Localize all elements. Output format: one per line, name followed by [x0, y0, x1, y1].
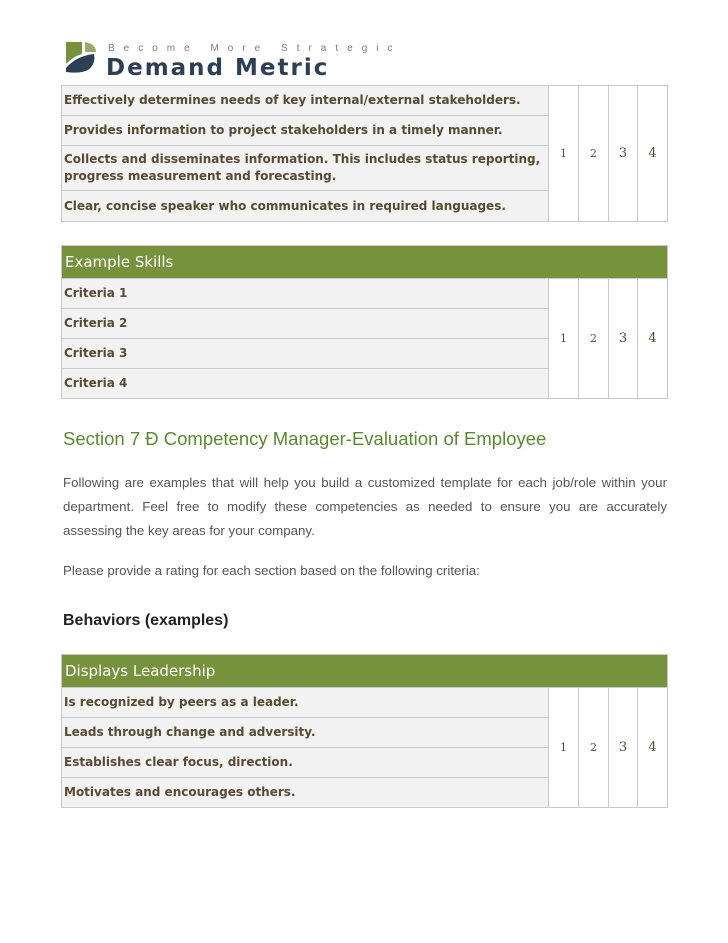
- rating-4[interactable]: 4: [638, 688, 668, 808]
- criteria-row: Collects and disseminates information. This includes status reporting, progress measurement and forecasting.: [62, 146, 549, 191]
- rating-4[interactable]: 4: [638, 86, 668, 222]
- logo-brand: Demand Metric: [106, 55, 330, 81]
- criteria-row: Criteria 3: [62, 339, 549, 369]
- instruction-paragraph: Please provide a rating for each section based on the following criteria:: [63, 563, 480, 578]
- criteria-row: Is recognized by peers as a leader.: [62, 688, 549, 718]
- rating-3[interactable]: 3: [609, 86, 638, 222]
- leadership-header: Displays Leadership: [62, 655, 668, 688]
- rating-3[interactable]: 3: [609, 688, 638, 808]
- section-title: Section 7 Đ Competency Manager-Evaluation of Employee: [63, 428, 547, 449]
- criteria-row: Clear, concise speaker who communicates in required languages.: [62, 191, 549, 222]
- rating-2[interactable]: 2: [579, 279, 609, 399]
- logo-tagline: Become More Strategic: [108, 43, 402, 54]
- logo-mark-icon: [64, 40, 98, 74]
- rating-1[interactable]: 1: [549, 688, 579, 808]
- criteria-row: Leads through change and adversity.: [62, 718, 549, 748]
- rating-1[interactable]: 1: [549, 279, 579, 399]
- rating-2[interactable]: 2: [579, 86, 609, 222]
- intro-paragraph: Following are examples that will help you build a customized template for each job/role within your department. Feel free to modify these competencies as needed to ensure you are accurately assessing the key areas for your company.: [63, 475, 667, 538]
- criteria-row: Effectively determines needs of key internal/external stakeholders.: [62, 86, 549, 116]
- rating-4[interactable]: 4: [638, 279, 668, 399]
- leadership-rating-table: [61, 654, 668, 808]
- skills-rating-table: [61, 245, 668, 399]
- criteria-row: Criteria 1: [62, 279, 549, 309]
- criteria-row: Criteria 4: [62, 369, 549, 399]
- rating-1[interactable]: 1: [549, 86, 579, 222]
- criteria-row: Criteria 2: [62, 309, 549, 339]
- communication-rating-table: [61, 85, 668, 222]
- criteria-row: Establishes clear focus, direction.: [62, 748, 549, 778]
- rating-3[interactable]: 3: [609, 279, 638, 399]
- demand-metric-logo: [64, 40, 402, 81]
- rating-2[interactable]: 2: [579, 688, 609, 808]
- criteria-row: Provides information to project stakeholders in a timely manner.: [62, 116, 549, 146]
- skills-header: Example Skills: [62, 246, 668, 279]
- behaviors-subheading: Behaviors (examples): [63, 612, 229, 629]
- criteria-row: Motivates and encourages others.: [62, 778, 549, 808]
